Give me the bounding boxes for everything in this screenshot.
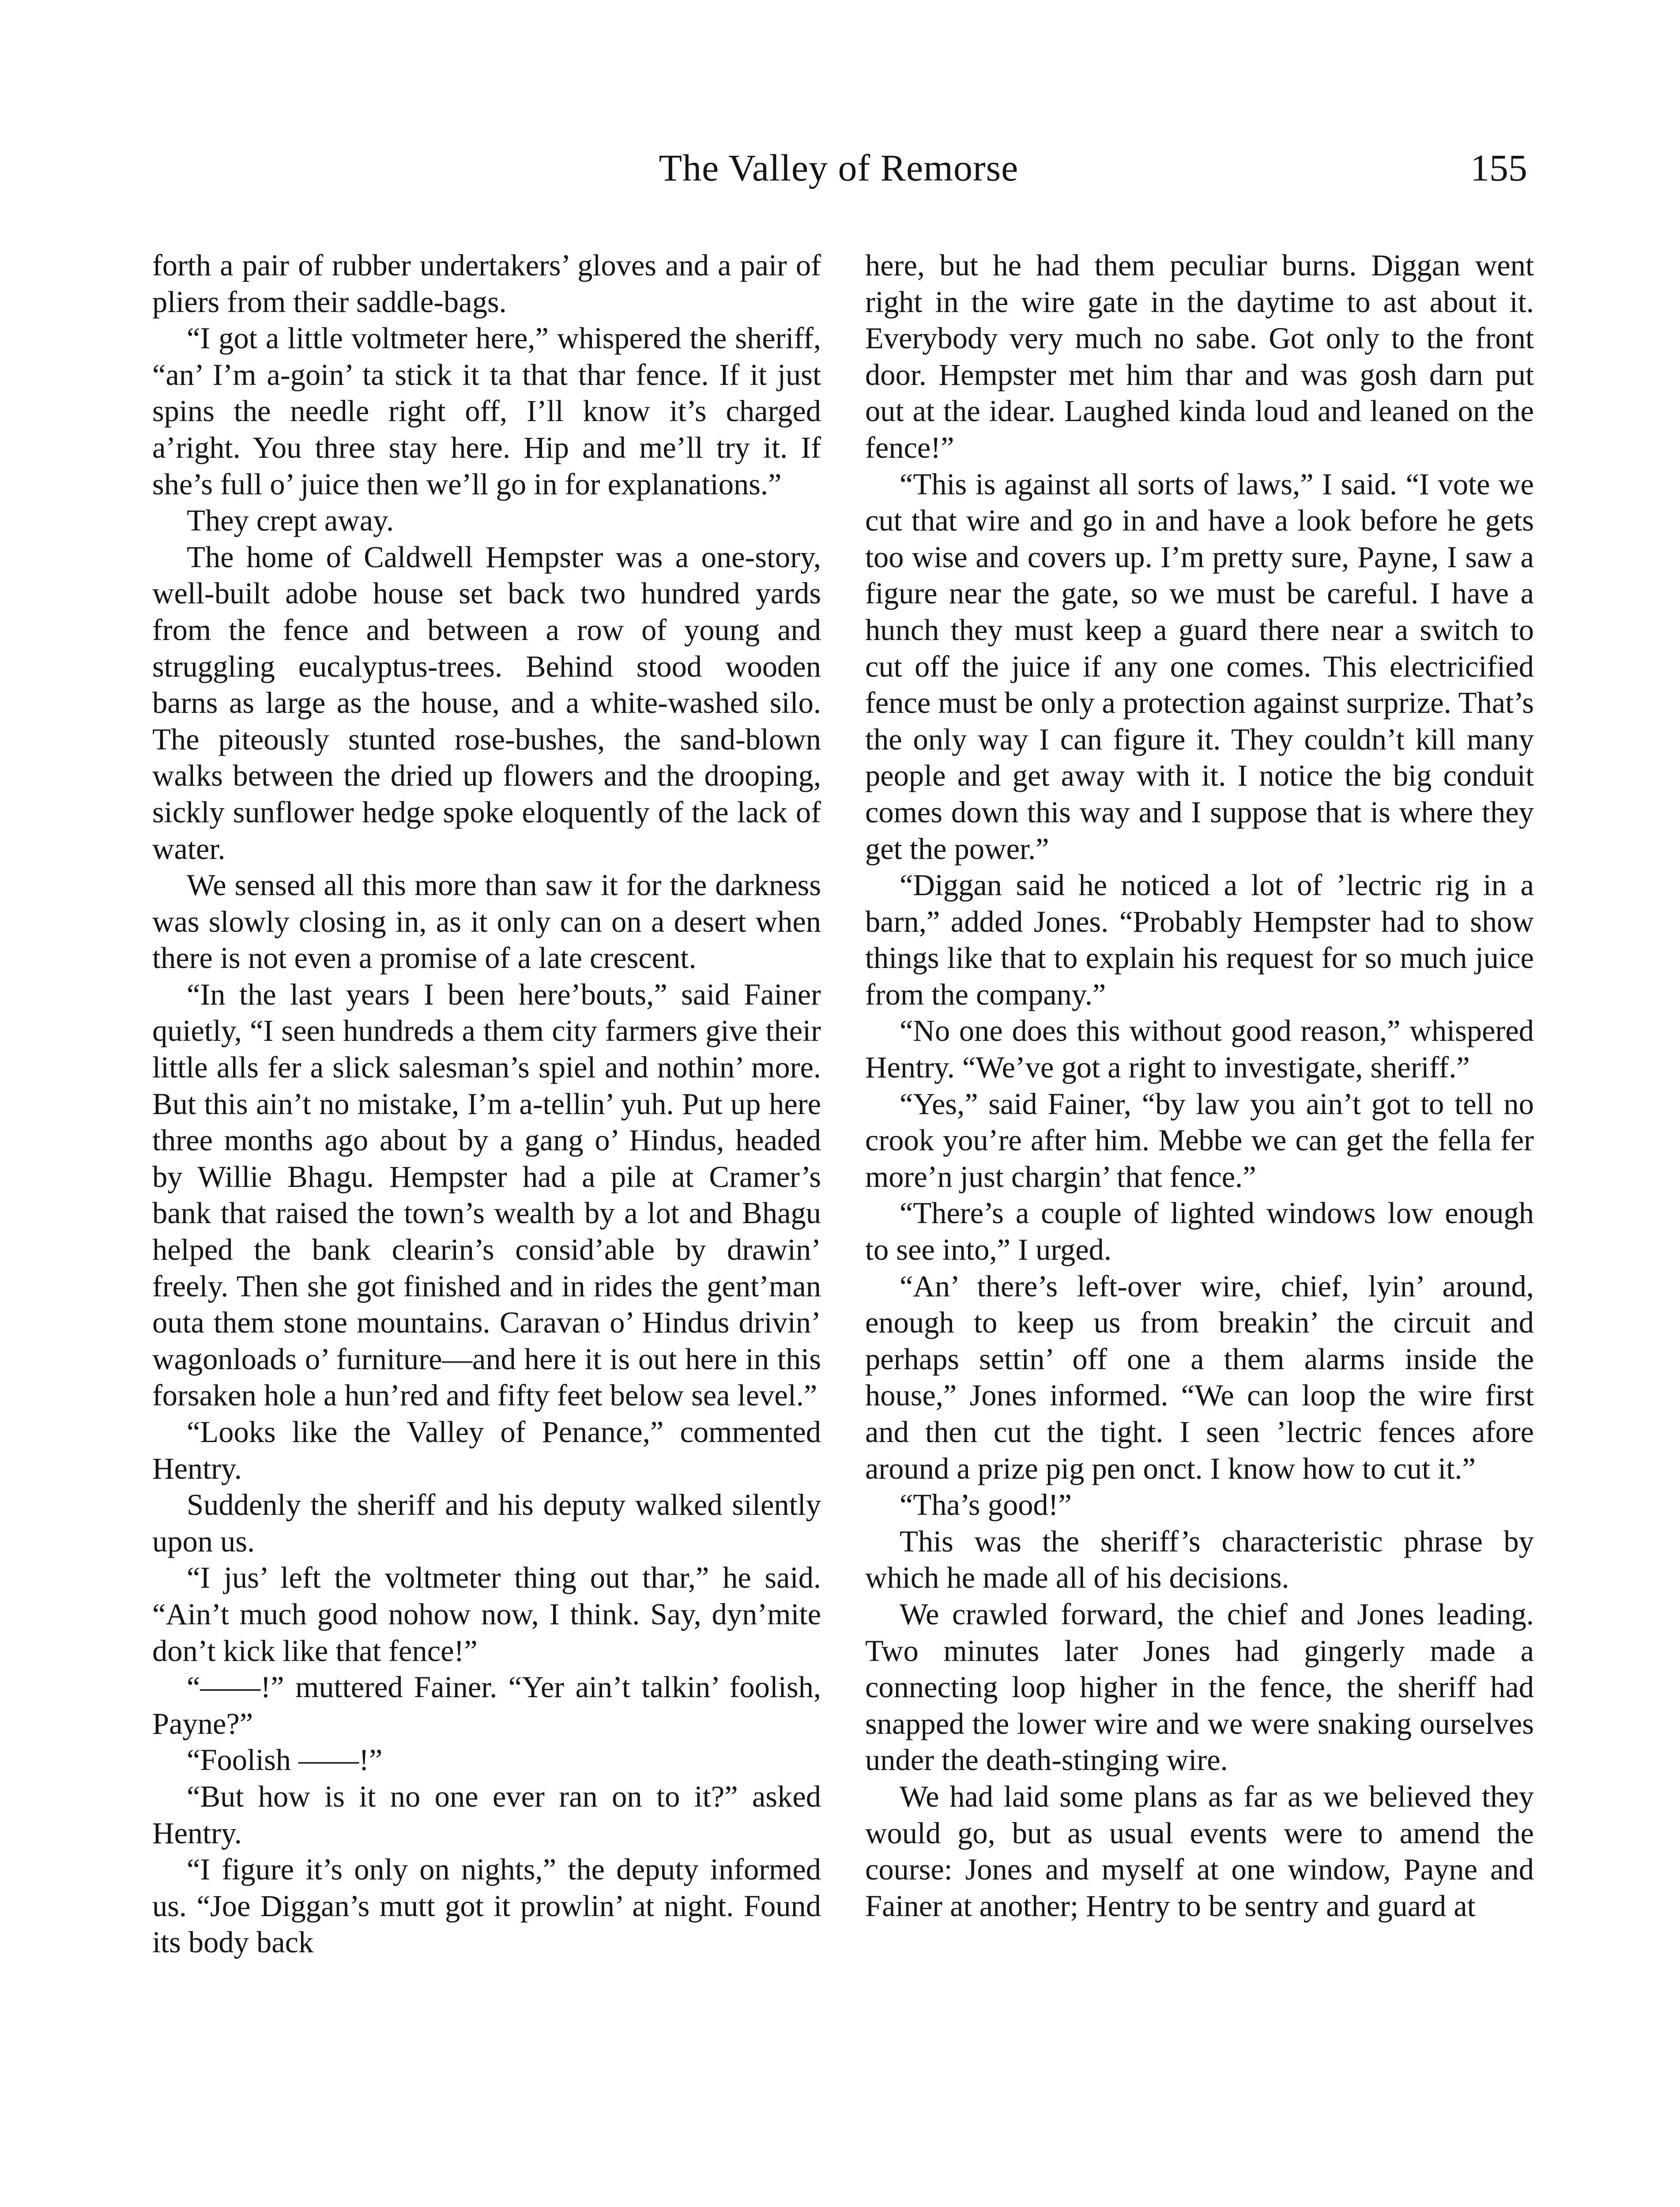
paragraph: “Yes,” said Fainer, “by law you ain’t got to tell no crook you’re after him. Mebbe we can get the fella fer more’n just chargin’ that fence.”: [865, 1087, 1534, 1194]
paragraph: We sensed all this more than saw it for the darkness was slowly closing in, as it only can on a desert when there is not even a promise of a late crescent.: [152, 868, 821, 975]
page-number: 155: [1470, 147, 1527, 189]
page-header: [150, 146, 1527, 207]
paragraph: Suddenly the sheriff and his deputy walked silently upon us.: [152, 1488, 821, 1558]
paragraph: “No one does this without good reason,” whispered Hentry. “We’ve got a right to investigate, sheriff.”: [865, 1014, 1534, 1085]
paragraph: “I got a little voltmeter here,” whispered the sheriff, “an’ I’m a-goin’ ta stick it ta that thar fence. If it just spins the needle right off, I’ll know it’s charged a’right. You three stay here. Hip and me’ll try it. If she’s full o’ juice then we’ll go in for explanations.”: [152, 321, 821, 501]
paragraph: “Foolish ——!”: [187, 1743, 383, 1777]
paragraph: “But how is it no one ever ran on to it?” asked Hentry.: [152, 1779, 821, 1850]
paragraph: We had laid some plans as far as we believed they would go, but as usual events were to amend the course: Jones and myself at one window, Payne and Fainer at another; Hentry to be sentry and guard at: [865, 1779, 1534, 1923]
paragraph: “——!” muttered Fainer. “Yer ain’t talkin’ foolish, Payne?”: [152, 1670, 821, 1740]
paragraph: The home of Caldwell Hempster was a one-story, well-built adobe house set back two hundred yards from the fence and between a row of young and struggling eucalyptus-trees. Behind stood wooden barns as large as the house, and a white-washed silo. The piteously stunted rose-bushes, the sand-blown walks between the dried up flowers and the drooping, sickly sunflower hedge spoke eloquently of the lack of water.: [152, 540, 821, 866]
paragraph: “Tha’s good!”: [900, 1488, 1072, 1522]
paragraph: They crept away.: [187, 504, 394, 538]
paragraph: “An’ there’s left-over wire, chief, lyin’ around, enough to keep us from breakin’ the circuit and perhaps settin’ off one a them alarms inside the house,” Jones informed. “We can loop the wire first and then cut the tight. I seen ’lectric fences afore around a prize pig pen onct. I know how to cut it.”: [865, 1269, 1534, 1485]
paragraph: “This is against all sorts of laws,” I said. “I vote we cut that wire and go in and have a look before he gets too wise and covers up. I’m pretty sure, Payne, I saw a figure near the gate, so we must be careful. I have a hunch they must keep a guard there near a switch to cut off the juice if any one comes. This electricified fence must be only a protection against surprize. That’s the only way I can figure it. They couldn’t kill many people and get away with it. I notice the big conduit comes down this way and I suppose that is where they get the power.”: [865, 467, 1534, 866]
paragraph: “I jus’ left the voltmeter thing out thar,” he said. “Ain’t much good nohow now, I think. Say, dyn’mite don’t kick like that fence!”: [152, 1561, 821, 1668]
paragraph: “I figure it’s only on nights,” the deputy informed us. “Joe Diggan’s mutt got it prowlin’ at night. Found its body back: [152, 1853, 821, 1959]
paragraph: “There’s a couple of lighted windows low enough to see into,” I urged.: [865, 1196, 1534, 1267]
right-column: [865, 247, 1534, 1924]
paragraph: “In the last years I been here’bouts,” said Fainer quietly, “I seen hundreds a them city farmers give their little alls fer a slick salesman’s spiel and nothin’ more. But this ain’t no mistake, I’m a-tellin’ yuh. Put up here three months ago about by a gang o’ Hindus, headed by Willie Bhagu. Hempster had a pile at Cramer’s bank that raised the town’s wealth by a lot and Bhagu helped the bank clearin’s consid’able by drawin’ freely. Then she got finished and in rides the gent’man outa them stone mountains. Caravan o’ Hindus drivin’ wagonloads o’ furniture—and here it is out here in this forsaken hole a hun’red and fifty feet below sea level.”: [152, 977, 821, 1412]
running-title: The Valley of Remorse: [659, 147, 1019, 189]
paragraph: here, but he had them peculiar burns. Diggan went right in the wire gate in the daytime to ast about it. Everybody very much no sabe. Got only to the front door. Hempster met him thar and was gosh darn put out at the idear. Laughed kinda loud and leaned on the fence!”: [865, 249, 1534, 464]
paragraph: “Diggan said he noticed a lot of ’lectric rig in a barn,” added Jones. “Probably Hempster had to show things like that to explain his request for so much juice from the company.”: [865, 868, 1534, 1011]
paragraph: We crawled forward, the chief and Jones leading. Two minutes later Jones had gingerly made a connecting loop higher in the fence, the sheriff had snapped the lower wire and we were snaking ourselves under the death-stinging wire.: [865, 1597, 1534, 1777]
paragraph: “Looks like the Valley of Penance,” commented Hentry.: [152, 1415, 821, 1485]
left-column: [152, 247, 821, 1961]
paragraph: This was the sheriff’s characteristic phrase by which he made all of his decisions.: [865, 1524, 1534, 1595]
paragraph: forth a pair of rubber undertakers’ gloves and a pair of pliers from their saddle-bags.: [152, 249, 821, 319]
